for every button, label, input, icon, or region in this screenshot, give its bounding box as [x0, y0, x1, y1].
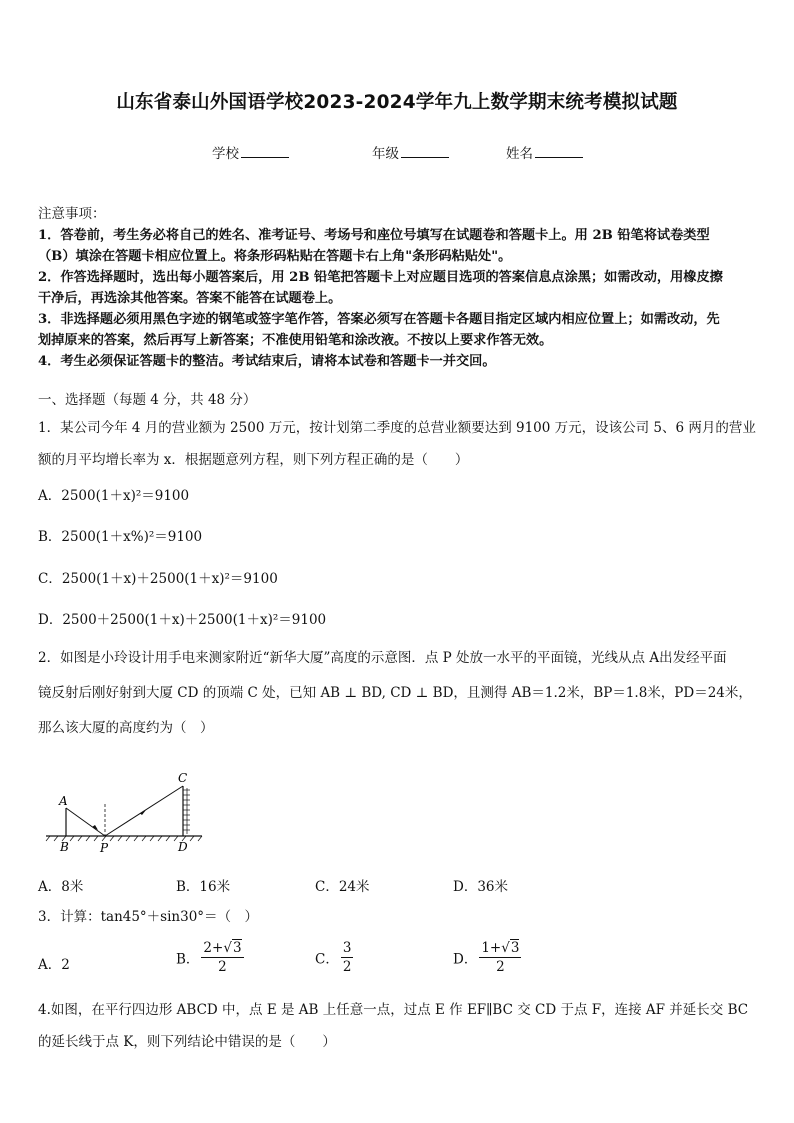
- grade-field: [372, 142, 449, 162]
- q4-line2: 的延长线于点 K，则下列结论中错误的是（ ）: [38, 1034, 336, 1050]
- grade-blank: [401, 145, 449, 158]
- label-p: P: [100, 841, 109, 855]
- q3-option-d-fraction: $\frac{1+√3}{2}$: [481, 940, 520, 975]
- q1-option-c: C．2500(1＋x)＋2500(1＋x)²＝9100: [38, 571, 278, 587]
- q2-option-c: C．24米: [315, 879, 370, 895]
- note-1a: 1．答卷前，考生务必将自己的姓名、准考证号、考场号和座位号填写在试题卷和答题卡上。用 2B 铅笔将试卷类型: [38, 228, 710, 243]
- q3-option-c-den: 2: [342, 959, 352, 975]
- q3-option-c-fraction: [341, 940, 354, 975]
- q3-option-b-den: 2: [218, 959, 227, 975]
- q3-option-d-label: D．: [453, 951, 478, 968]
- q3-option-d-den: 2: [496, 959, 505, 975]
- ray-ap: [66, 808, 105, 836]
- q3-option-b-label: B．: [176, 951, 200, 968]
- q2-option-b: B．16米: [176, 879, 231, 895]
- name-blank: [535, 145, 583, 158]
- q1-line1: 1．某公司今年 4 月的营业额为 2500 万元，按计划第二季度的总营业额要达到 9100 万元，设该公司 5、6 两月的营业: [38, 420, 756, 436]
- section-heading: 一、选择题（每题 4 分，共 48 分）: [38, 392, 257, 408]
- note-2b: 干净后，再选涂其他答案。答案不能答在试题卷上。: [38, 291, 342, 306]
- q3-option-d-radicand: 3: [510, 940, 520, 956]
- q1-option-d: D．2500＋2500(1＋x)＋2500(1＋x)²＝9100: [38, 612, 327, 628]
- q2-figure: [40, 768, 210, 858]
- label-c: C: [178, 771, 188, 785]
- q3-option-a: A．2: [38, 957, 70, 973]
- q1-option-a: A．2500(1＋x)²＝9100: [38, 488, 190, 504]
- q3-option-b-fraction: $\frac{2+√3}{2}$: [203, 940, 242, 975]
- q2-line1: 2．如图是小玲设计用手电来测家附近“新华大厦”高度的示意图．点 P 处放一水平的平面镜，光线从点 A出发经平面: [38, 650, 727, 666]
- note-2a: 2．作答选择题时，选出每小题答案后，用 2B 铅笔把答题卡上对应题目选项的答案信息点涂黑；如需改动，用橡皮擦: [38, 270, 723, 285]
- note-4: 4．考生必须保证答题卡的整洁。考试结束后，请将本试卷和答题卡一并交回。: [38, 354, 496, 369]
- q2-option-a: A．8米: [38, 879, 84, 895]
- grade-label: 年级: [372, 146, 399, 162]
- q3-option-b: [176, 940, 246, 975]
- q1-line2: 额的月平均增长率为 x．根据题意列方程，则下列方程正确的是（ ）: [38, 452, 469, 468]
- q3-option-b-num: 2+: [203, 940, 224, 956]
- note-1b: （B）填涂在答题卡相应位置上。将条形码粘贴在答题卡右上角"条形码粘贴处"。: [38, 249, 512, 264]
- school-blank: [241, 145, 289, 158]
- page-title: 山东省泰山外国语学校2023-2024学年九上数学期末统考模拟试题: [116, 92, 678, 113]
- q2-option-d: D．36米: [453, 879, 509, 895]
- note-3b: 划掉原来的答案，然后再写上新答案；不准使用铅笔和涂改液。不按以上要求作答无效。: [38, 333, 553, 348]
- label-b: B: [60, 840, 69, 854]
- ray-pc: [105, 786, 183, 836]
- note-3a: 3．非选择题必须用黑色字迹的钢笔或签字笔作答，答案必须写在答题卡各题目指定区域内相应位置上；如需改动，先: [38, 312, 720, 327]
- q2-line3: 那么该大厦的高度约为（ ）: [38, 720, 214, 736]
- q2-line2: 镜反射后刚好射到大厦 CD 的顶端 C 处，已知 AB ⊥ BD, CD ⊥ BD，且测得 AB＝1.2米，BP＝1.8米，PD＝24米，: [38, 685, 752, 701]
- school-field: [212, 142, 289, 162]
- name-field: [506, 142, 583, 162]
- building-hatch: [183, 788, 190, 834]
- q3-stem: 3．计算：tan45°＋sin30°＝（ ）: [38, 909, 259, 925]
- q4-line1: 4.如图，在平行四边形 ABCD 中，点 E 是 AB 上任意一点，过点 E 作 EF∥BC 交 CD 于点 F，连接 AF 并延长交 BC: [38, 1002, 749, 1018]
- q1-option-b: B．2500(1＋x%)²＝9100: [38, 529, 203, 545]
- name-label: 姓名: [506, 146, 533, 162]
- q3-option-b-radicand: 3: [232, 940, 242, 956]
- q3-option-c-label: C．: [315, 951, 339, 968]
- q3-option-d: [453, 940, 523, 975]
- q3-option-d-num: 1+: [481, 940, 502, 956]
- label-a: A: [59, 794, 68, 808]
- q3-option-c: [315, 940, 355, 975]
- notes-heading: 注意事项：: [38, 206, 106, 222]
- q3-option-c-num: 3: [342, 940, 352, 956]
- school-label: 学校: [212, 146, 239, 162]
- label-d: D: [178, 840, 188, 854]
